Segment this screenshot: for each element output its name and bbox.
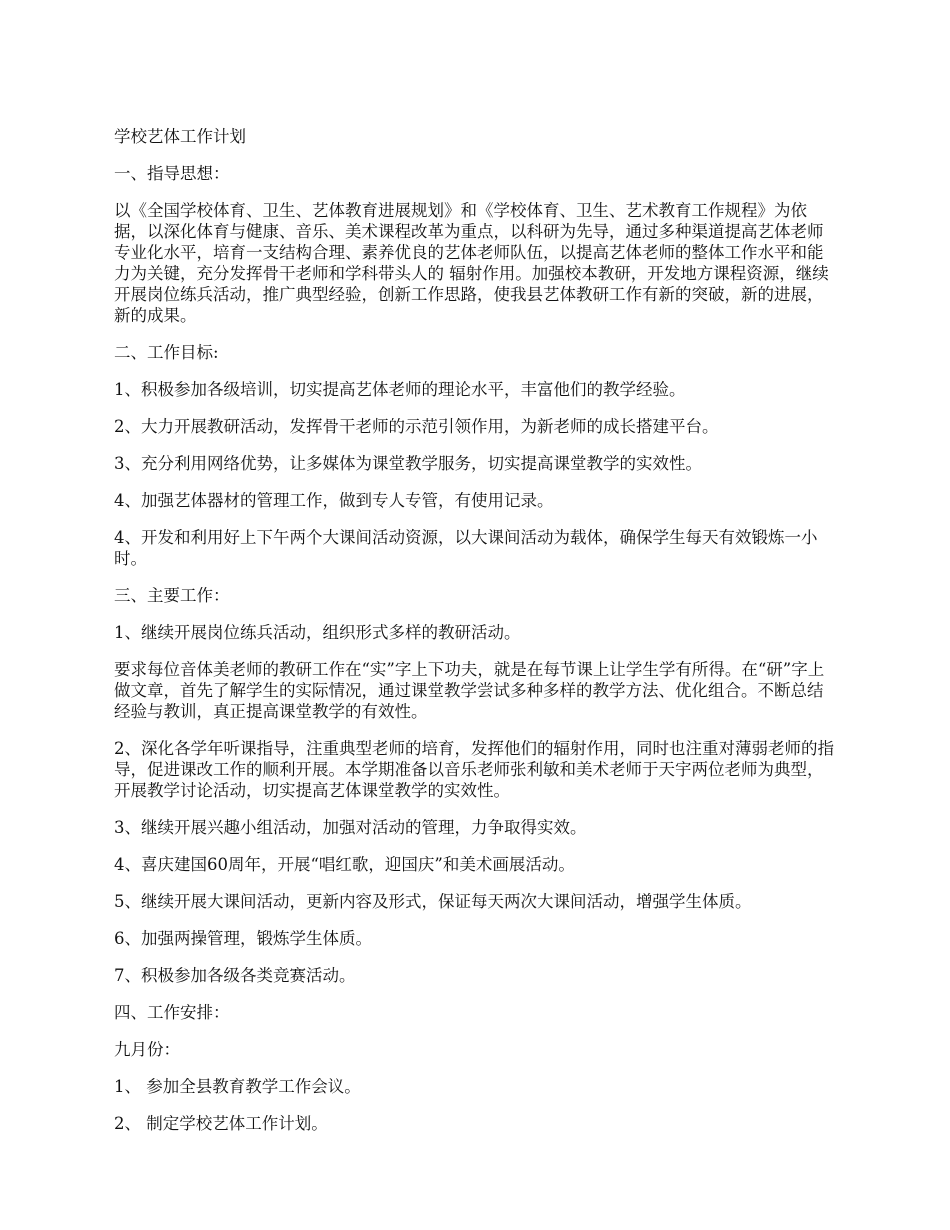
- goal-item-1: 1、积极参加各级培训，切实提高艺体老师的理论水平，丰富他们的教学经验。: [114, 380, 686, 399]
- goal-item-5: 4、开发和利用好上下午两个大课间活动资源，以大课间活动为载体，确保学生每天有效锻炼一小时。: [114, 528, 818, 568]
- goal-item-2: 2、大力开展教研活动，发挥骨干老师的示范引领作用，为新老师的成长搭建平台。: [114, 417, 719, 436]
- work-item-5: 5、继续开展大课间活动，更新内容及形式，保证每天两次大课间活动，增强学生体质。: [114, 892, 752, 911]
- section-heading-goals: 二、工作目标:: [114, 343, 219, 362]
- work-item-6: 6、加强两操管理，锻炼学生体质。: [114, 929, 372, 948]
- paragraph-requirements: 要求每位音体美老师的教研工作在“实”字上下功夫，就是在每节课上让学生学有所得。在“研”字上做文章，首先了解学生的实际情况，通过课堂教学尝试多种多样的教学方法、优化组合。不断总结经验与教训，真正提高课堂教学的有效性。: [114, 660, 825, 721]
- section-heading-schedule: 四、工作安排：: [114, 1003, 230, 1022]
- work-item-1: 1、继续开展岗位练兵活动，组织形式多样的教研活动。: [114, 623, 521, 642]
- work-item-4: 4、喜庆建国60周年，开展“唱红歌，迎国庆”和美术画展活动。: [114, 855, 575, 874]
- paragraph-guiding-thought: 以《全国学校体育、卫生、艺体教育进展规划》和《学校体育、卫生、艺术教育工作规程》为依据，以深化体育与健康、音乐、美术课程改革为重点，以科研为先导，通过多种渠道提高艺体老师专业化水平，培育一支结构合理、素养优良的艺体老师队伍，以提高艺体老师的整体工作水平和能力为关键，充分发挥骨干老师和学科带头人的 辐射作用。加强校本教研，开发地方课程资源，继续开展岗位练兵活动，推广典型经验，创新工作思路，使我县艺体教研工作有新的突破，新的进展，新的成果。: [114, 201, 829, 325]
- schedule-item-2: 2、 制定学校艺体工作计划。: [114, 1114, 328, 1133]
- schedule-month-september: 九月份：: [114, 1040, 180, 1059]
- work-item-3: 3、继续开展兴趣小组活动，加强对活动的管理，力争取得实效。: [114, 818, 587, 837]
- work-item-2: 2、深化各学年听课指导，注重典型老师的培育，发挥他们的辐射作用，同时也注重对薄弱老师的指导，促进课改工作的顺利开展。本学期准备以音乐老师张利敏和美术老师于天宇两位老师为典型，开展教学讨论活动，切实提高艺体课堂教学的实效性。: [114, 739, 834, 800]
- goal-item-3: 3、充分利用网络优势，让多媒体为课堂教学服务，切实提高课堂教学的实效性。: [114, 454, 702, 473]
- section-heading-guiding-thought: 一、指导思想：: [114, 164, 230, 183]
- section-heading-main-work: 三、主要工作：: [114, 586, 230, 605]
- document-body: [114, 126, 834, 1150]
- schedule-item-1: 1、 参加全县教育教学工作会议。: [114, 1077, 361, 1096]
- work-item-7: 7、积极参加各级各类竞赛活动。: [114, 966, 356, 985]
- document-title: 学校艺体工作计划: [114, 127, 246, 146]
- goal-item-4: 4、加强艺体器材的管理工作，做到专人专管，有使用记录。: [114, 491, 554, 510]
